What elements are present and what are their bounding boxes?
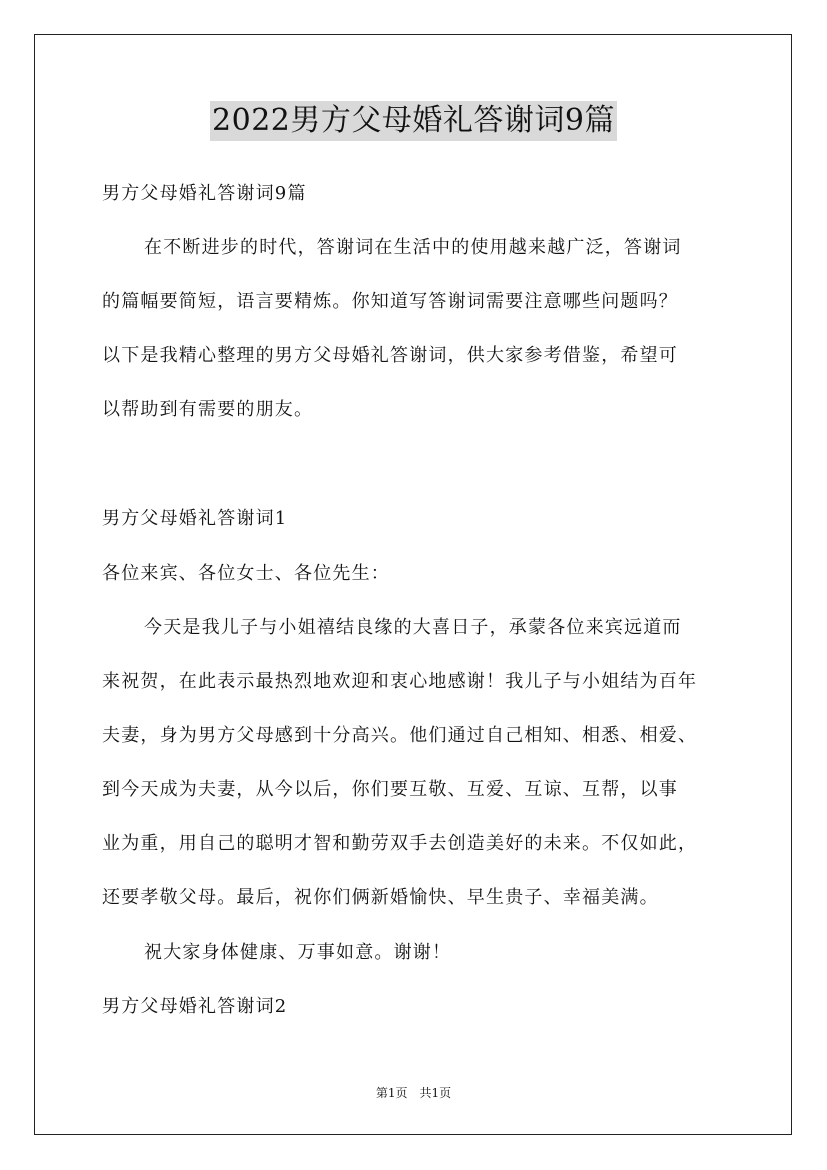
intro-line-1: 在不断进步的时代，答谢词在生活中的使用越来越广泛，答谢词	[144, 237, 682, 258]
document-title: 2022男方父母婚礼答谢词9篇	[210, 101, 617, 141]
section-2-heading: 男方父母婚礼答谢词2	[102, 996, 288, 1017]
section-1-salutation: 各位来宾、各位女士、各位先生：	[102, 563, 390, 584]
section-1-body-line-3: 夫妻，身为男方父母感到十分高兴。他们通过自己相知、相悉、相爱、	[102, 725, 698, 746]
page-footer: 第1页 共1页	[375, 1086, 452, 1100]
section-1-body-line-4: 到今天成为夫妻，从今以后，你们要互敬、互爱、互谅、互帮，以事	[102, 779, 678, 800]
intro-line-3: 以下是我精心整理的男方父母婚礼答谢词，供大家参考借鉴，希望可	[102, 345, 678, 366]
intro-line-2: 的篇幅要简短，语言要精炼。你知道写答谢词需要注意哪些问题吗？	[102, 291, 678, 312]
section-1-closing: 祝大家身体健康、万事如意。谢谢！	[144, 942, 452, 963]
section-1-heading: 男方父母婚礼答谢词1	[102, 508, 288, 529]
section-1-body-line-2: 来祝贺，在此表示最热烈地欢迎和衷心地感谢！我儿子与小姐结为百年	[102, 671, 698, 692]
section-1-body-line-5: 业为重，用自己的聪明才智和勤劳双手去创造美好的未来。不仅如此，	[102, 833, 698, 854]
title-container	[0, 101, 827, 141]
section-1-body-line-6: 还要孝敬父母。最后，祝你们俩新婚愉快、早生贵子、幸福美满。	[102, 887, 659, 908]
subtitle: 男方父母婚礼答谢词9篇	[102, 183, 307, 204]
section-1-body-line-1: 今天是我儿子与小姐禧结良缘的大喜日子，承蒙各位来宾远道而	[144, 617, 682, 638]
intro-line-4: 以帮助到有需要的朋友。	[102, 399, 314, 420]
